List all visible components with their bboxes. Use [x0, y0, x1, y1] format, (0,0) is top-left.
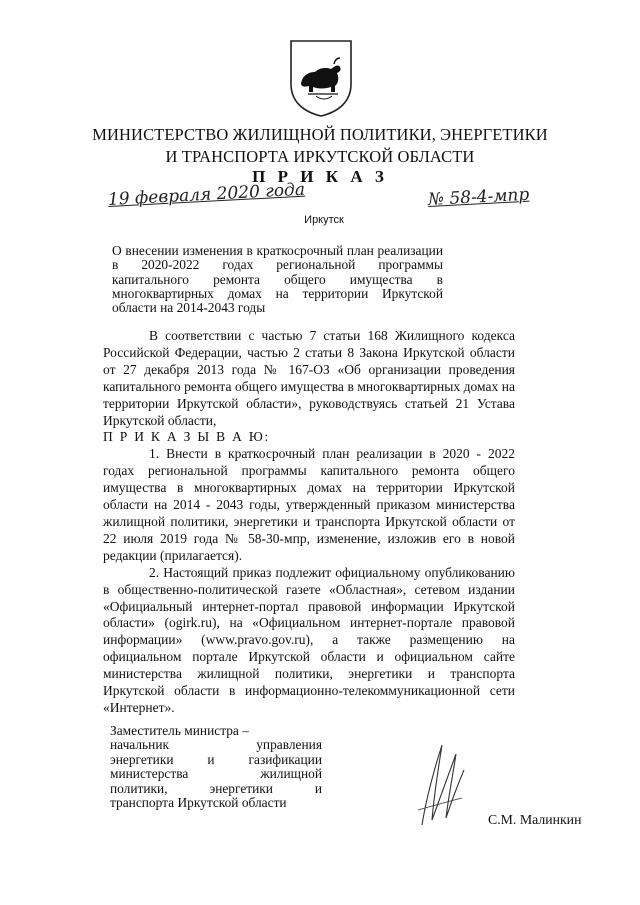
coat-of-arms-icon: [288, 38, 354, 118]
order-item-2: 2. Настоящий приказ подлежит официальному опубликованию в общественно-политической газете «Областная», сетевом издании «Официальный интернет-портал правовой информации Иркутской области» (ogirk.ru), на «Официальном интернет-портале правовой информации» (www.pravo.gov.ru), а также размещению на официальном портале Иркутской области и официальном сайте министерства жилищной политики, энергетики и транспорта Иркутской области в информационно-телекоммуникационной сети «Интернет».: [103, 564, 515, 715]
order-body: [103, 328, 515, 717]
ministry-line-2: И ТРАНСПОРТА ИРКУТСКОЙ ОБЛАСТИ: [165, 147, 475, 166]
signer-position-line-5: политики, энергетики и: [110, 780, 322, 796]
order-number: № 58-4-мпр: [427, 184, 530, 210]
order-title: П Р И К А З: [252, 167, 388, 186]
order-item-1: 1. Внести в краткосрочный план реализации в 2020 - 2022 годах региональной программы капитального ремонта общего имущества в многоквартирных домах на территории Иркутской области на 2014 - 2043 годы, утвержденный приказом министерства жилищной политики, энергетики и транспорта Иркутской области от 22 июля 2019 года № 58-30-мпр, изменение, изложив его в новой редакции (прилагается).: [103, 446, 515, 563]
ministry-name: [0, 124, 640, 168]
preamble-paragraph: В соответствии с частью 7 статьи 168 Жилищного кодекса Российской Федерации, частью 2 статьи 8 Закона Иркутской области от 27 декабря 2013 года № 167-ОЗ «Об организации проведения капитального ремонта общего имущества в многоквартирных домах на территории Иркутской области», руководствуясь статьей 21 Устава Иркутской области,: [103, 328, 515, 428]
order-word: П Р И К А З Ы В А Ю:: [103, 429, 271, 445]
signer-position: [110, 724, 322, 810]
signer-position-line-2: начальник управления: [110, 737, 322, 753]
signer-position-line-1: Заместитель министра –: [110, 723, 249, 738]
handwritten-signature: [412, 740, 472, 830]
signer-position-line-3: энергетики и газификации: [110, 751, 322, 767]
city-label: Иркутск: [304, 214, 344, 226]
signer-position-line-6: транспорта Иркутской области: [110, 795, 287, 811]
signer-position-line-4: министерства жилищной: [110, 766, 322, 782]
signer-name: С.М. Малинкин: [488, 812, 582, 827]
order-subject: О внесении изменения в краткосрочный план реализации в 2020-2022 годах региональной программы капитального ремонта общего имущества в многоквартирных домах на территории Иркутской области на 2014-2043 годы: [112, 243, 443, 316]
ministry-line-1: МИНИСТЕРСТВО ЖИЛИЩНОЙ ПОЛИТИКИ, ЭНЕРГЕТИКИ: [92, 125, 548, 144]
order-date: 19 февраля 2020 года: [107, 179, 306, 210]
